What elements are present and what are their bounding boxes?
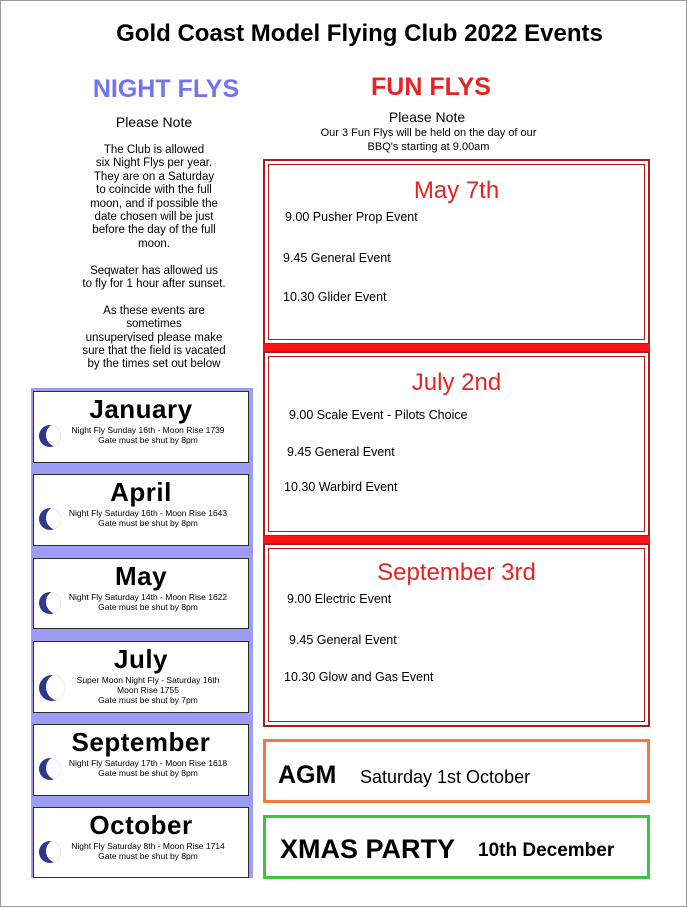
info-line: moon, and if possible the <box>90 197 218 210</box>
fun-intro <box>291 126 566 154</box>
night-fly-detail: Night Fly Saturday 14th - Moon Rise 1622 <box>68 592 228 602</box>
crescent-moon-icon <box>39 758 61 780</box>
fun-fly-card-september <box>263 543 650 727</box>
info-line: Seqwater has allowed us <box>90 264 218 277</box>
fun-fly-date: September 3rd <box>377 559 536 586</box>
agm-box <box>263 739 650 803</box>
fun-fly-item: 9.00 Electric Event <box>287 592 392 606</box>
info-line: to coincide with the full <box>96 184 212 197</box>
night-fly-detail: Night Fly Saturday 16th - Moon Rise 1643 <box>68 508 228 518</box>
night-fly-month: April <box>110 477 172 507</box>
night-fly-month: September <box>71 727 211 757</box>
info-line: sometimes <box>126 318 182 331</box>
info-line: date chosen will be just <box>94 211 214 224</box>
night-fly-list <box>31 388 253 878</box>
info-line: before the day of the full <box>92 224 216 237</box>
info-line: to fly for 1 hour after sunset. <box>82 278 226 291</box>
fun-please-note: Please Note <box>388 109 466 125</box>
night-fly-gate: Gate must be shut by 8pm <box>98 518 198 528</box>
night-fly-card-july <box>33 641 249 713</box>
night-fly-details <box>34 675 248 705</box>
crescent-moon-icon <box>39 508 61 530</box>
fun-fly-card-july <box>263 351 650 537</box>
info-line: by the times set out below <box>87 358 221 371</box>
night-flys-heading: NIGHT FLYS <box>92 75 240 103</box>
fun-fly-item: 10.30 Glider Event <box>283 290 387 304</box>
night-fly-details <box>34 758 248 778</box>
night-fly-gate: Gate must be shut by 7pm <box>98 695 198 705</box>
night-fly-gate: Gate must be shut by 8pm <box>98 851 198 861</box>
xmas-party-date: 10th December <box>478 840 615 861</box>
fun-flys-heading: FUN FLYS <box>371 73 491 101</box>
xmas-party-box <box>263 815 650 879</box>
info-line: They are on a Saturday <box>93 170 215 183</box>
crescent-moon-icon <box>39 841 61 863</box>
fun-fly-item: 9.45 General Event <box>287 445 395 459</box>
night-fly-details <box>34 592 248 612</box>
night-fly-card-september <box>33 724 249 796</box>
info-line: six Night Flys per year. <box>95 157 213 170</box>
info-line: moon. <box>138 237 170 250</box>
page-title: Gold Coast Model Flying Club 2022 Events <box>116 20 603 47</box>
info-line: The Club is allowed <box>103 144 205 156</box>
fun-fly-item: 10.30 Glow and Gas Event <box>284 670 434 684</box>
fun-fly-date: July 2nd <box>411 369 502 396</box>
night-fly-detail: Night Fly Sunday 16th - Moon Rise 1739 <box>71 425 225 435</box>
night-info-paragraph <box>61 305 247 372</box>
crescent-moon-icon <box>39 675 65 701</box>
agm-date: Saturday 1st October <box>360 767 531 787</box>
night-fly-card-october <box>33 807 249 878</box>
fun-fly-card-may <box>263 159 650 345</box>
night-please-note: Please Note <box>115 114 193 130</box>
night-fly-card-may <box>33 558 249 629</box>
info-line: As these events are <box>103 304 205 317</box>
night-fly-month: May <box>114 561 168 591</box>
night-fly-details <box>34 841 248 861</box>
night-fly-month: October <box>89 810 193 840</box>
fun-fly-item: 9.45 General Event <box>283 251 391 265</box>
night-fly-gate: Gate must be shut by 8pm <box>98 602 198 612</box>
night-fly-detail: Night Fly Saturday 17th - Moon Rise 1618 <box>68 758 228 768</box>
info-line: sure that the field is vacated <box>82 345 226 358</box>
night-fly-card-january <box>33 391 249 463</box>
night-fly-month: January <box>89 394 193 424</box>
night-fly-detail: Moon Rise 1755 <box>117 685 179 695</box>
fun-fly-item: 9.45 General Event <box>289 633 397 647</box>
night-info-paragraph <box>61 144 247 251</box>
fun-fly-date: May 7th <box>413 177 500 204</box>
night-fly-details <box>34 425 248 445</box>
fun-fly-item: 9.00 Pusher Prop Event <box>285 210 418 224</box>
night-info-text <box>61 144 247 385</box>
fun-fly-item: 9.00 Scale Event - Pilots Choice <box>289 408 468 422</box>
night-fly-details <box>34 508 248 528</box>
xmas-party-label: XMAS PARTY <box>280 834 456 864</box>
night-fly-gate: Gate must be shut by 8pm <box>98 768 198 778</box>
night-fly-detail: Super Moon Night Fly - Saturday 16th <box>76 675 220 685</box>
night-fly-gate: Gate must be shut by 8pm <box>98 435 198 445</box>
fun-intro-line: BBQ's starting at 9.00am <box>367 141 490 153</box>
crescent-moon-icon <box>39 425 61 447</box>
night-info-paragraph <box>61 265 247 292</box>
night-fly-detail: Night Fly Saturday 8th - Moon Rise 1714 <box>71 841 225 851</box>
agm-label: AGM <box>278 761 337 789</box>
fun-fly-item: 10.30 Warbird Event <box>284 480 398 494</box>
night-fly-month: July <box>113 644 169 674</box>
fun-intro-line: Our 3 Fun Flys will be held on the day of our <box>320 127 537 139</box>
night-fly-card-april <box>33 474 249 546</box>
crescent-moon-icon <box>39 592 61 614</box>
info-line: unsupervised please make <box>85 331 223 344</box>
